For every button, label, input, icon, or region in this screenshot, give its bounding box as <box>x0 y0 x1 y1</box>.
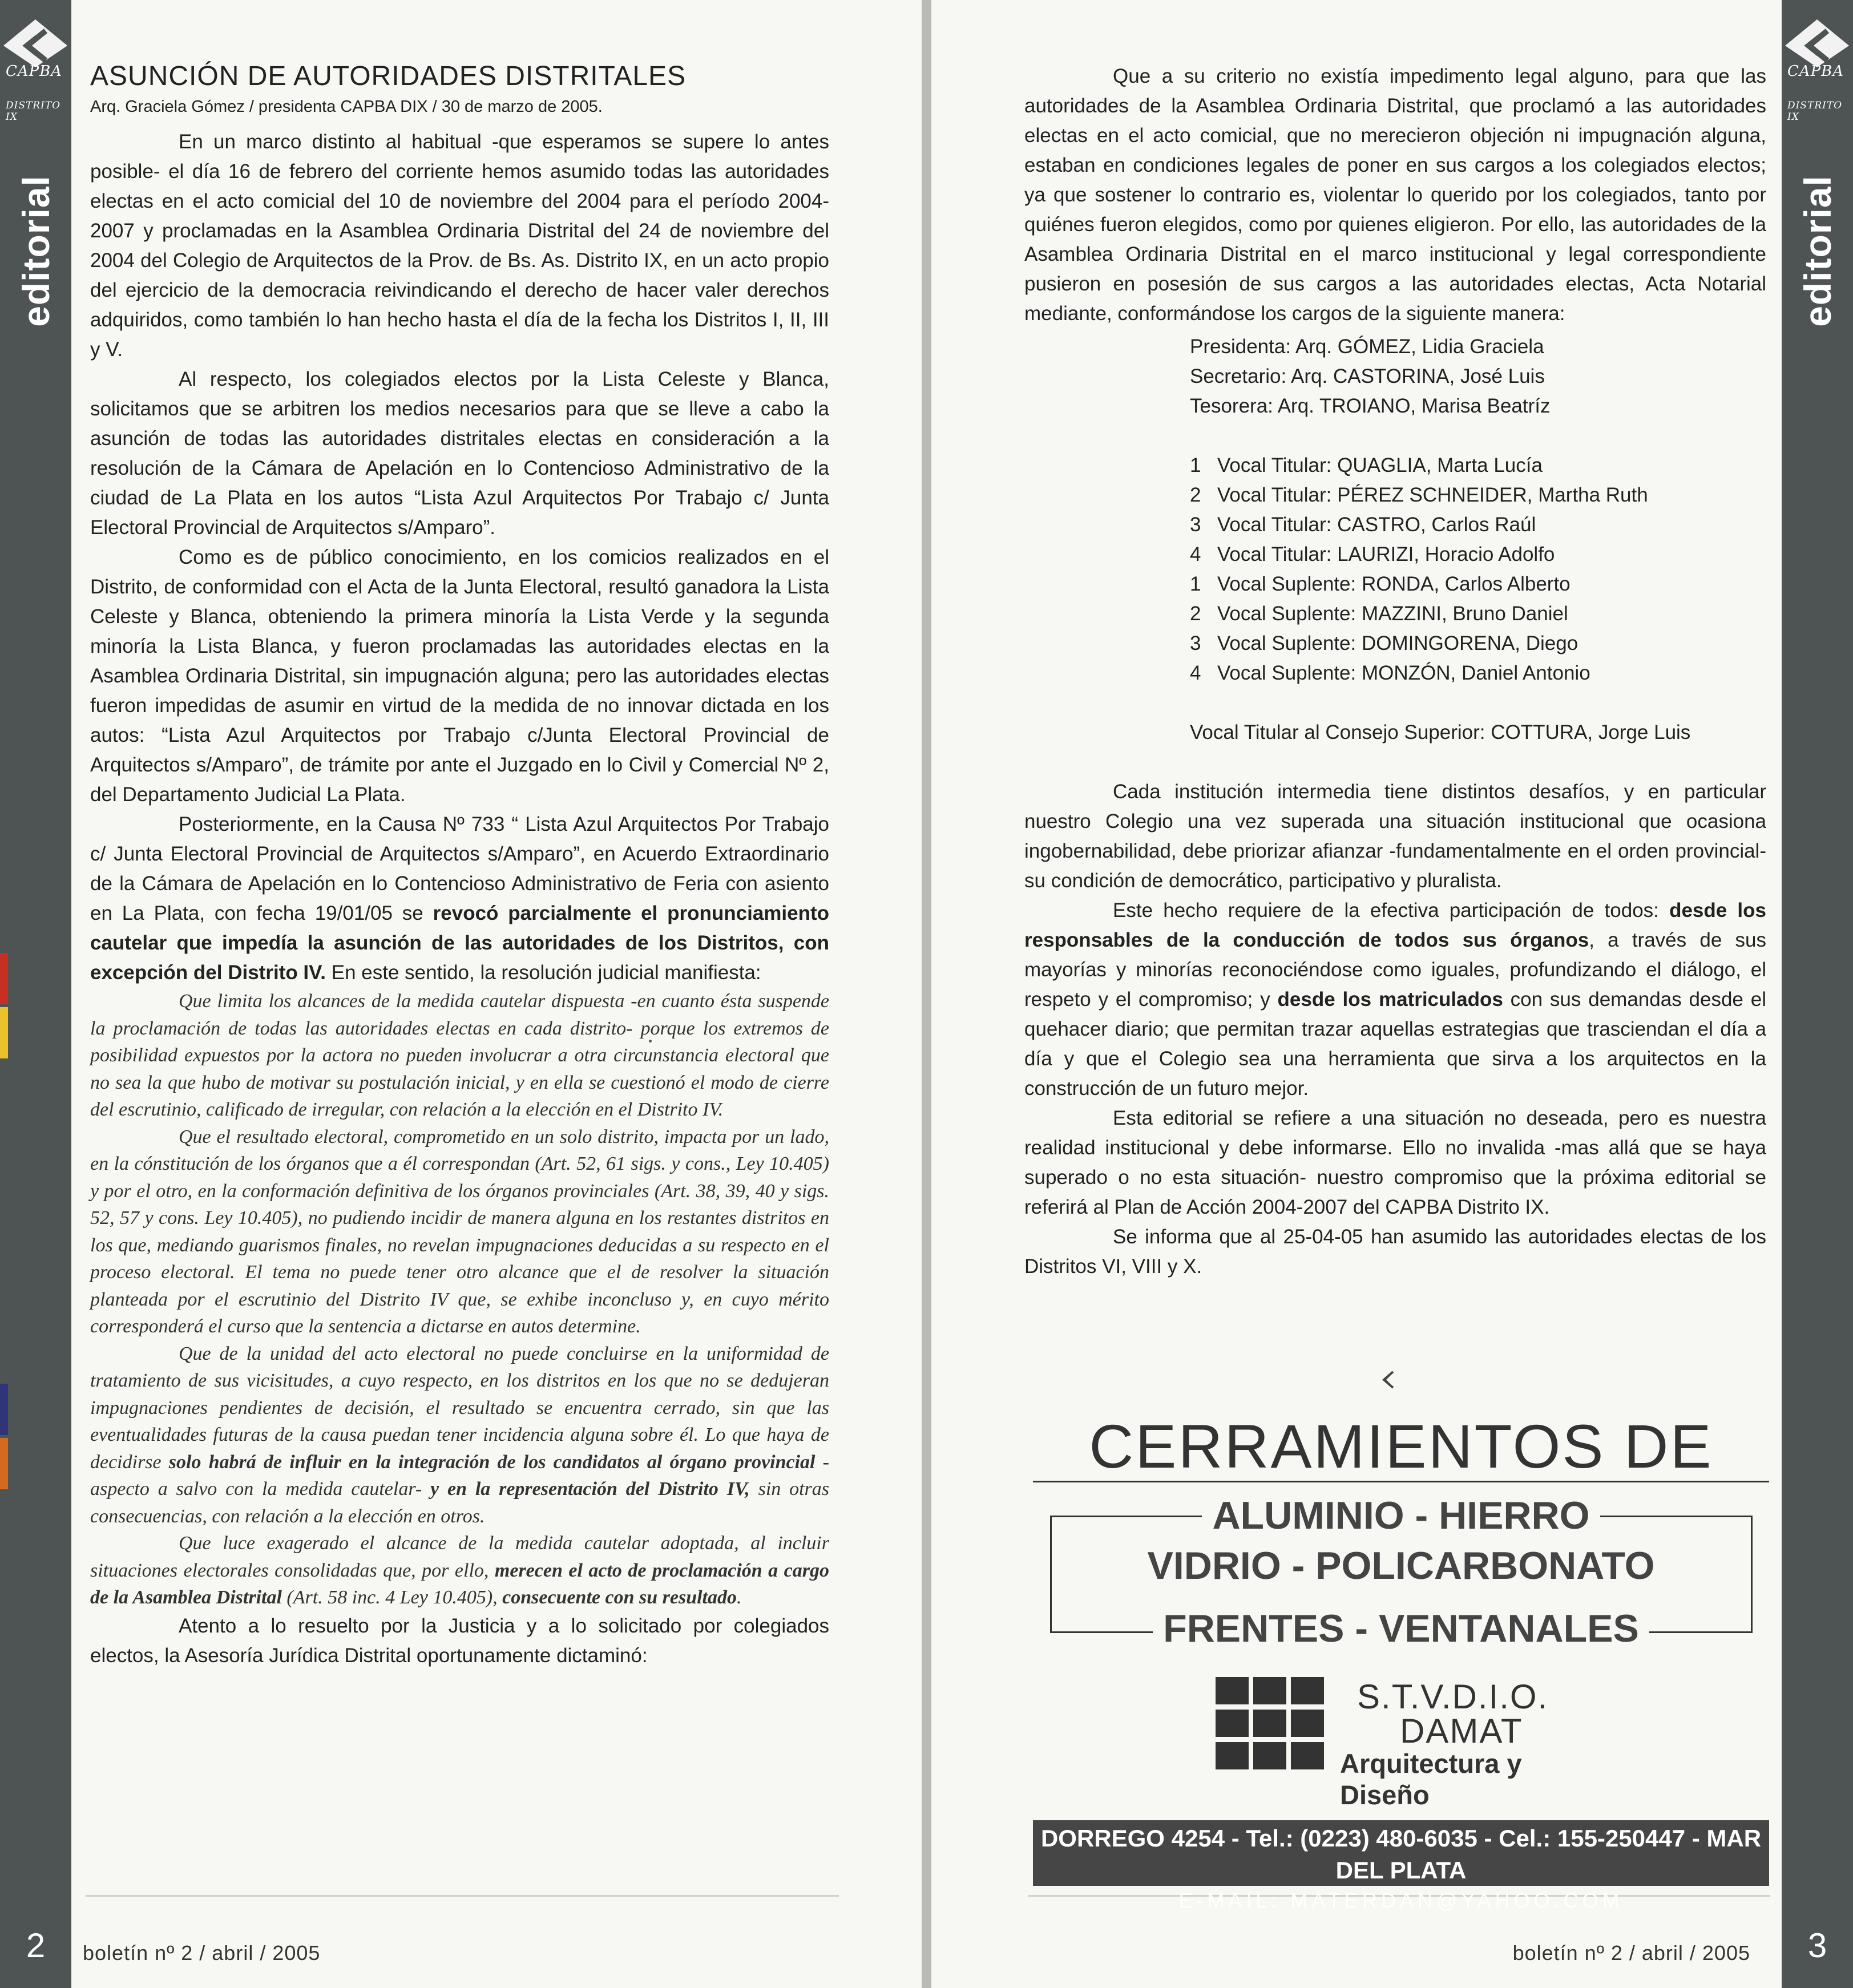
vocal-name: Vocal Suplente: RONDA, Carlos Alberto <box>1217 573 1571 595</box>
consejo-row: Vocal Titular al Consejo Superior: COTTURA, Jorge Luis <box>1190 721 1691 744</box>
article-column <box>90 60 829 1671</box>
vocal-num: 1 <box>1190 454 1201 476</box>
color-tab-blue <box>0 1384 8 1435</box>
color-tab-red <box>0 953 8 1004</box>
vocal-num: 2 <box>1190 484 1201 506</box>
spine-gutter <box>922 0 931 1988</box>
text-run: (Art. 58 inc. 4 Ley 10.405), <box>281 1587 503 1608</box>
vocal-row <box>1024 480 1766 510</box>
paragraph: Al respecto, los colegiados electos por la Lista Celeste y Blanca, solicitamos que se arbitren los medios necesarios para que se lleve a cabo la asunción de todas las autoridades distritales electas en consideración a la resolución de la Cámara de Apelación en lo Contencioso Administrativo de la ciudad de La Plata en los autos “Lista Azul Arquitectos Por Trabajo c/ Junta Electoral Provincial de Arquitectos s/Amparo”. <box>90 368 829 539</box>
logo-word: CAPBA <box>6 63 63 80</box>
vocal-row <box>1024 510 1766 540</box>
capba-end-mark-icon <box>1378 1368 1401 1391</box>
section-label: editorial <box>1797 175 1839 327</box>
brand-tagline: Arquitectura y Diseño <box>1340 1748 1522 1810</box>
bold-run: revocó parcialmente el pronunciamiento cautelar que impedía la asunción de las autoridades de los Distritos, con excepción del Distrito IV. <box>90 902 830 984</box>
ad-brand <box>1216 1677 1615 1810</box>
vocal-name: Vocal Suplente: MONZÓN, Daniel Antonio <box>1217 662 1590 684</box>
ad-headline: CERRAMIENTOS DE <box>1033 1412 1769 1482</box>
paragraph: Que a su criterio no existía impedimento legal alguno, para que las autoridades de la Asamblea Ordinaria Distrital, que proclamó a las autoridades electas en el acto comicial, que no merecieron objeción ni impugnación alguna, estaban en condiciones legales de poner en sus cargos a los colegiados electos; ya que sostener lo contrario es, violentar lo querido por los colegiados, tanto por quiénes fueron elegidos, como por quienes eligieron. Por ello, las autoridades de la Asamblea Ordinaria Distrital en el marco institucional y legal correspondiente pusieron en posesión de sus cargos a las autoridades electas, Acta Notarial mediante, conformándose los cargos de la siguiente manera: <box>1024 65 1766 325</box>
logo-district: DISTRITO IX <box>1787 100 1843 123</box>
text-run: , a través de sus mayorías y minorías reconociéndose como iguales, profundizando el diálogo, el respeto y el compromiso; y <box>1024 929 1767 1011</box>
bold-run: y en la representación del Distrito IV, <box>430 1478 750 1500</box>
officer-row: Presidenta: Arq. GÓMEZ, Lidia Graciela <box>1190 336 1544 358</box>
vocal-num: 4 <box>1190 662 1201 684</box>
paragraph: Atento a lo resuelto por la Justicia y a lo solicitado por colegiados electos, la Asesoría Jurídica Distrital oportunamente dictaminó: <box>90 1614 829 1667</box>
officers-list <box>1024 332 1766 777</box>
capba-logo <box>1782 17 1853 123</box>
vocal-row <box>1024 569 1766 599</box>
bold-run: consecuente con su resultado <box>502 1587 737 1608</box>
article-column-continued <box>1024 62 1766 1282</box>
brand-name: S.T.V.D.I.O. <box>1357 1678 1549 1716</box>
officer-row: Secretario: Arq. CASTORINA, José Luis <box>1190 365 1545 387</box>
page-number: 2 <box>26 1926 46 1965</box>
bold-run: desde los responsables de la conducción de todos sus órganos <box>1024 899 1766 951</box>
quote-paragraph: Que limita los alcances de la medida cautelar dispuesta -en cuanto ésta suspende la proclamación de todas las autoridades electas en cada distrito- porque los extremos de posibilidad expuestos por la actora no pueden involucrar a otra circunstancia electoral que no sea la que hubo de motivar su postulación inicial, y en ella se cuestionó el modo de cierre del escrutinio, calificado de irregular, con relación a la elección en el Distrito IV. <box>90 991 829 1120</box>
text-run: Que de la unidad del acto electoral no puede concluirse en la uniformidad de tratamiento de sus vicisitudes, a cuyo respecto, en los distritos en los que no se dedujeran impugnaciones pendientes de decisión, el resultado se encuentra cerrado, sin que las eventualidades futuras de la causa puedan tener incidencia alguna sobre él. Lo que haya de decidirse <box>90 1343 829 1473</box>
paragraph: Como es de público conocimiento, en los comicios realizados en el Distrito, de conformidad con el Acta de la Junta Electoral, resultó ganadora la Lista Celeste y Blanca, obteniendo la primera minoría la Lista Verde y la segunda minoría la Lista Blanca, y fueron proclamadas las autoridades electas en la Asamblea Ordinaria Distrital, sin impugnación alguna; pero las autoridades electas fueron impedidas de asumir en virtud de la medida de no innovar dictada en los autos: “Lista Azul Arquitectos por Trabajo c/Junta Electoral Provincial de Arquitectos s/Amparo”, de trámite por ante el Juzgado en lo Civil y Comercial Nº 2, del Departamento Judicial La Plata. <box>90 546 829 806</box>
vocal-num: 3 <box>1190 632 1201 654</box>
vocal-row <box>1024 629 1766 658</box>
vocal-row <box>1024 658 1766 688</box>
byline: Arq. Graciela Gómez / presidenta CAPBA DIX / 30 de marzo de 2005. <box>90 98 603 116</box>
footer: boletín nº 2 / abril / 2005 <box>1512 1941 1750 1965</box>
vocal-name: Vocal Titular: PÉREZ SCHNEIDER, Martha Ruth <box>1217 484 1648 506</box>
vocal-name: Vocal Titular: CASTRO, Carlos Raúl <box>1217 514 1536 536</box>
ad-line: VIDRIO - POLICARBONATO <box>1052 1543 1751 1589</box>
vocal-name: Vocal Suplente: MAZZINI, Bruno Daniel <box>1217 603 1568 625</box>
article-title: ASUNCIÓN DE AUTORIDADES DISTRITALES <box>90 61 687 91</box>
quote-paragraph: Que el resultado electoral, comprometido en un solo distrito, impacta por un lado, en la cónstitución de los órganos que a él correspondan (Art. 52, 61 sigs. y cons., Ley 10.405) y por el otro, en la conformación definitiva de los órganos provinciales (Art. 38, 39, 40 y sigs. 52, 57 y cons. Ley 10.405), no pudiendo incidir de manera alguna en los restantes distritos en los que, mediando guarismos finales, no revelan impugnaciones deducidas a su respecto en el proceso electoral. El tema no puede tener otro alcance que el de resolver la situación planteada por el escrutinio del Distrito IV que, se exhibe inconcluso y, en cuyo mérito corresponderá el curso que la sentencia a dictarse en autos determine. <box>90 1126 829 1337</box>
advertisement <box>1033 1412 1769 1912</box>
brand-name: DAMAT <box>1400 1712 1523 1750</box>
text-run: Posteriormente, en la Causa Nº 733 “ Lista Azul Arquitectos Por Trabajo c/ Junta Electoral Provincial de Arquitectos s/Amparo”, en Acuerdo Extraordinario de la Cámara de Apelación en lo Contencioso Administrativo de Feria con asiento en La Plata, con fecha 19/01/05 se <box>90 813 829 924</box>
paragraph: Esta editorial se refiere a una situación no deseada, pero es nuestra realidad institucional y debe informarse. Ello no invalida -mas allá que se haya superado o no esta situación- nuestro compromiso que la próxima editorial se referirá al Plan de Acción 2004-2007 del CAPBA Distrito IX. <box>1024 1107 1766 1218</box>
bold-run: solo habrá de influir en la integración de los candidatos al órgano provincial <box>168 1451 816 1473</box>
bold-run: desde los matriculados <box>1277 988 1503 1011</box>
officer-row: Tesorera: Arq. TROIANO, Marisa Beatríz <box>1190 395 1551 417</box>
vocal-name: Vocal Titular: LAURIZI, Horacio Adolfo <box>1217 543 1555 565</box>
paragraph <box>1024 896 1766 1104</box>
brand-blocks-icon <box>1216 1677 1330 1771</box>
text-run: En este sentido, la resolución judicial manifiesta: <box>326 961 761 984</box>
logo-word: CAPBA <box>1787 63 1844 80</box>
text-run: con sus demandas desde el quehacer diario; que permitan trazar aquellas estrategias que trasciendan el día a día y que el Colegio sea una herramienta que sirva a los arquitectos en la construcción de un futuro mejor. <box>1024 988 1766 1100</box>
vocal-name: Vocal Titular: QUAGLIA, Marta Lucía <box>1217 454 1543 476</box>
text-run: -aspecto a salvo con la medida cautelar- <box>90 1451 829 1500</box>
logo-district: DISTRITO IX <box>6 100 61 123</box>
vocal-num: 3 <box>1190 514 1201 536</box>
left-page <box>0 0 922 1988</box>
vocal-row <box>1024 540 1766 569</box>
ad-email: E-MAIL: MATERDAN@YAHOO.COM <box>1178 1889 1624 1912</box>
paragraph: Se informa que al 25-04-05 han asumido las autoridades electas de los Distritos VI, VIII y X. <box>1024 1226 1766 1278</box>
paragraph: En un marco distinto al habitual -que esperamos se supere lo antes posible- el día 16 de febrero del corriente hemos asumido todas las autoridades electas en el acto comicial del 10 de noviembre del 2004 para el período 2004-2007 y proclamadas en la Asamblea Ordinaria Distrital del 24 de noviembre del 2004 del Colegio de Arquitectos de la Prov. de Bs. As. Distrito IX, en un acto propio del ejercicio de la democracia reivindicando el derecho de hacer valer derechos adquiridos, como también lo han hecho hasta el día de la fecha los Distritos I, II, III y V. <box>90 131 829 361</box>
print-speck <box>649 1040 652 1043</box>
text-run: Que luce exagerado el alcance de la medida cautelar adoptada, al incluir situaciones electorales consolidadas que, por ello, <box>90 1533 829 1581</box>
paragraph <box>90 810 829 988</box>
ad-contact: DORREGO 4254 - Tel.: (0223) 480-6035 - Cel.: 155-250447 - MAR DEL PLATA <box>1040 1825 1762 1884</box>
quote-paragraph <box>90 1530 829 1611</box>
vocal-num: 4 <box>1190 543 1201 565</box>
ad-line: FRENTES - VENTANALES <box>1052 1606 1751 1651</box>
ad-line: ALUMINIO - HIERRO <box>1052 1493 1751 1538</box>
side-strip <box>0 0 71 1988</box>
footer: boletín nº 2 / abril / 2005 <box>83 1941 321 1965</box>
ad-product-box <box>1050 1494 1753 1650</box>
capba-diamond-icon <box>1782 17 1853 68</box>
vocal-row <box>1024 451 1766 480</box>
vocal-row <box>1024 599 1766 629</box>
footer-rule <box>86 1895 839 1897</box>
bold-run: merecen el acto de proclamación a cargo de la Asamblea Distrital <box>90 1559 829 1608</box>
side-strip <box>1782 0 1853 1988</box>
color-tab-yellow <box>0 1007 8 1058</box>
vocal-name: Vocal Suplente: DOMINGORENA, Diego <box>1217 632 1579 654</box>
paragraph: Cada institución intermedia tiene distintos desafíos, y en particular nuestro Colegio una vez superada una situación institucional que ocasiona ingobernabilidad, debe priorizar afianzar -fundamentalmente en el orden provincial- su condición de democrático, participativo y pluralista. <box>1024 781 1766 892</box>
text-run: Este hecho requiere de la efectiva participación de todos: <box>1113 899 1670 922</box>
vocal-num: 1 <box>1190 573 1201 595</box>
quote-paragraph <box>90 1340 829 1530</box>
text-run: . <box>737 1587 742 1608</box>
page-number: 3 <box>1807 1926 1827 1965</box>
capba-logo <box>0 17 71 123</box>
text-run: sin otras consecuencias, con relación a la elección en otros. <box>90 1478 830 1527</box>
ad-contact-bar <box>1033 1820 1769 1912</box>
vocal-num: 2 <box>1190 603 1201 625</box>
color-tab-orange <box>0 1438 8 1489</box>
capba-diamond-icon <box>0 17 71 68</box>
section-label: editorial <box>15 175 57 327</box>
